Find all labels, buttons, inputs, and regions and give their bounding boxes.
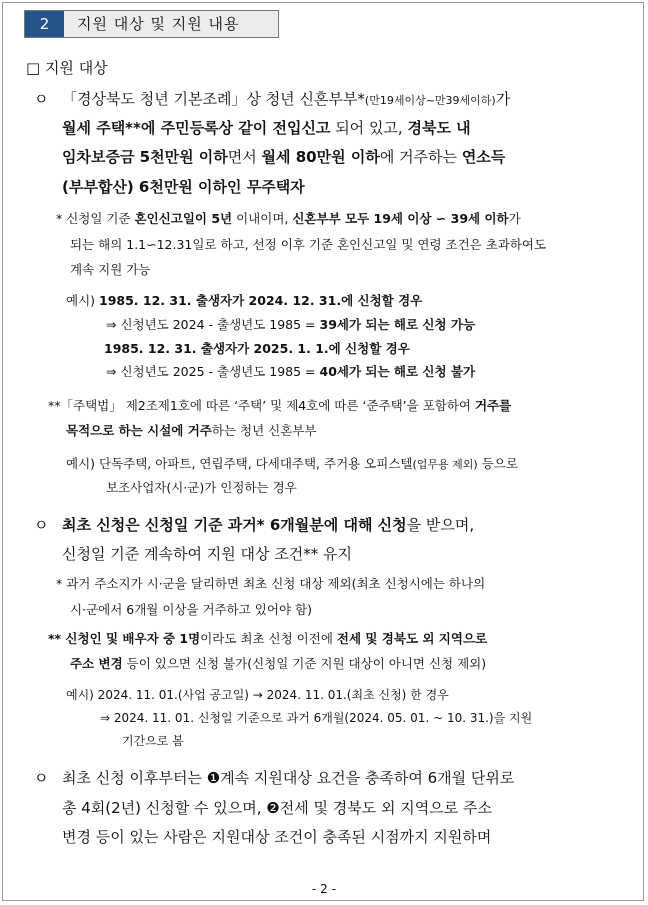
para3-line2: 총 4회(2년) 신청할 수 있으며, ❷전세 및 경북도 외 지역으로 주소 [62, 799, 492, 817]
note1-line1: * 신청일 기준 혼인신고일이 5년 이내이며, 신혼부부 모두 19세 이상 ∽ 39세 이하가 [56, 211, 521, 226]
example3-line2: ⇒ 2024. 11. 01. 신청일 기준으로 과거 6개월(2024. 05. 01. ~ 10. 31.)을 지원 [100, 711, 533, 725]
note1-line2: 되는 해의 1.1∽12.31일로 하고, 선정 이후 기준 혼인신고일 및 연령 조건은 초과하여도 [70, 237, 547, 252]
para1-line2: 월세 주택**에 주민등록상 같이 전입신고 되어 있고, 경북도 내 [62, 119, 471, 137]
example1-line2: ⇒ 신청년도 2024 - 출생년도 1985 = 39세가 되는 해로 신청 가능 [106, 317, 476, 332]
subsection-title: □ 지원 대상 [26, 59, 108, 77]
example2-line1: 예시) 단독주택, 아파트, 연립주택, 다세대주택, 주거용 오피스텔(업무용 제외) 등으로 [66, 456, 518, 471]
example2-line2: 보조사업자(시·군)가 인정하는 경우 [106, 480, 297, 495]
example3-line1: 예시) 2024. 11. 01.(사업 공고일) → 2024. 11. 01.(최초 신청) 한 경우 [66, 688, 449, 702]
page-number: - 2 - [312, 882, 336, 896]
note2-line1: **「주택법」 제2조제1호에 따른 ‘주택’ 및 제4호에 따른 ‘준주택’을 포함하여 거주를 [48, 398, 512, 413]
note3-line2: 시·군에서 6개월 이상을 거주하고 있어야 함) [70, 602, 312, 617]
para3-line3: 변경 등이 있는 사람은 지원대상 조건이 충족된 시점까지 지원하며 [62, 828, 492, 846]
section-title: 지원 대상 및 지원 내용 [77, 15, 240, 33]
section-number: 2 [25, 11, 64, 37]
example3-line3: 기간으로 봄 [122, 734, 184, 748]
note1-line3: 계속 지원 가능 [70, 262, 151, 277]
note4-line1: ** 신청인 및 배우자 중 1명이라도 최초 신청 이전에 전세 및 경북도 외 지역으로 [48, 631, 488, 646]
example1-line1: 예시) 1985. 12. 31. 출생자가 2024. 12. 31.에 신청할 경우 [66, 293, 423, 308]
bullet-3: ㅇ [34, 769, 49, 787]
para2-line1: 최초 신청은 신청일 기준 과거* 6개월분에 대해 신청을 받으며, [62, 516, 475, 534]
para2-line2: 신청일 기준 계속하여 지원 대상 조건** 유지 [62, 545, 352, 563]
section-header-box [24, 10, 279, 38]
example1-line4: ⇒ 신청년도 2025 - 출생년도 1985 = 40세가 되는 해로 신청 불가 [106, 364, 476, 379]
para3-line1: 최초 신청 이후부터는 ❶계속 지원대상 요건을 충족하여 6개월 단위로 [62, 769, 515, 787]
example1-line3: 1985. 12. 31. 출생자가 2025. 1. 1.에 신청할 경우 [104, 341, 410, 356]
note3-line1: * 과거 주소지가 시·군을 달리하면 최초 신청 대상 제외(최초 신청시에는 하나의 [56, 576, 486, 591]
bullet-2: ㅇ [34, 516, 49, 534]
para1-line3: 임차보증금 5천만원 이하면서 월세 80만원 이하에 거주하는 연소득 [62, 148, 506, 166]
para1-line4: (부부합산) 6천만원 이하인 무주택자 [62, 178, 305, 196]
note2-line2: 목적으로 하는 시설에 거주하는 청년 신혼부부 [66, 423, 317, 438]
para1-line1: 「경상북도 청년 기본조례」상 청년 신혼부부*(만19세이상~만39세이하)가 [62, 90, 511, 108]
bullet-1: ㅇ [34, 90, 49, 108]
note4-line2: 주소 변경 등이 있으면 신청 불가(신청일 기준 지원 대상이 아니면 신청 제외) [70, 656, 487, 671]
